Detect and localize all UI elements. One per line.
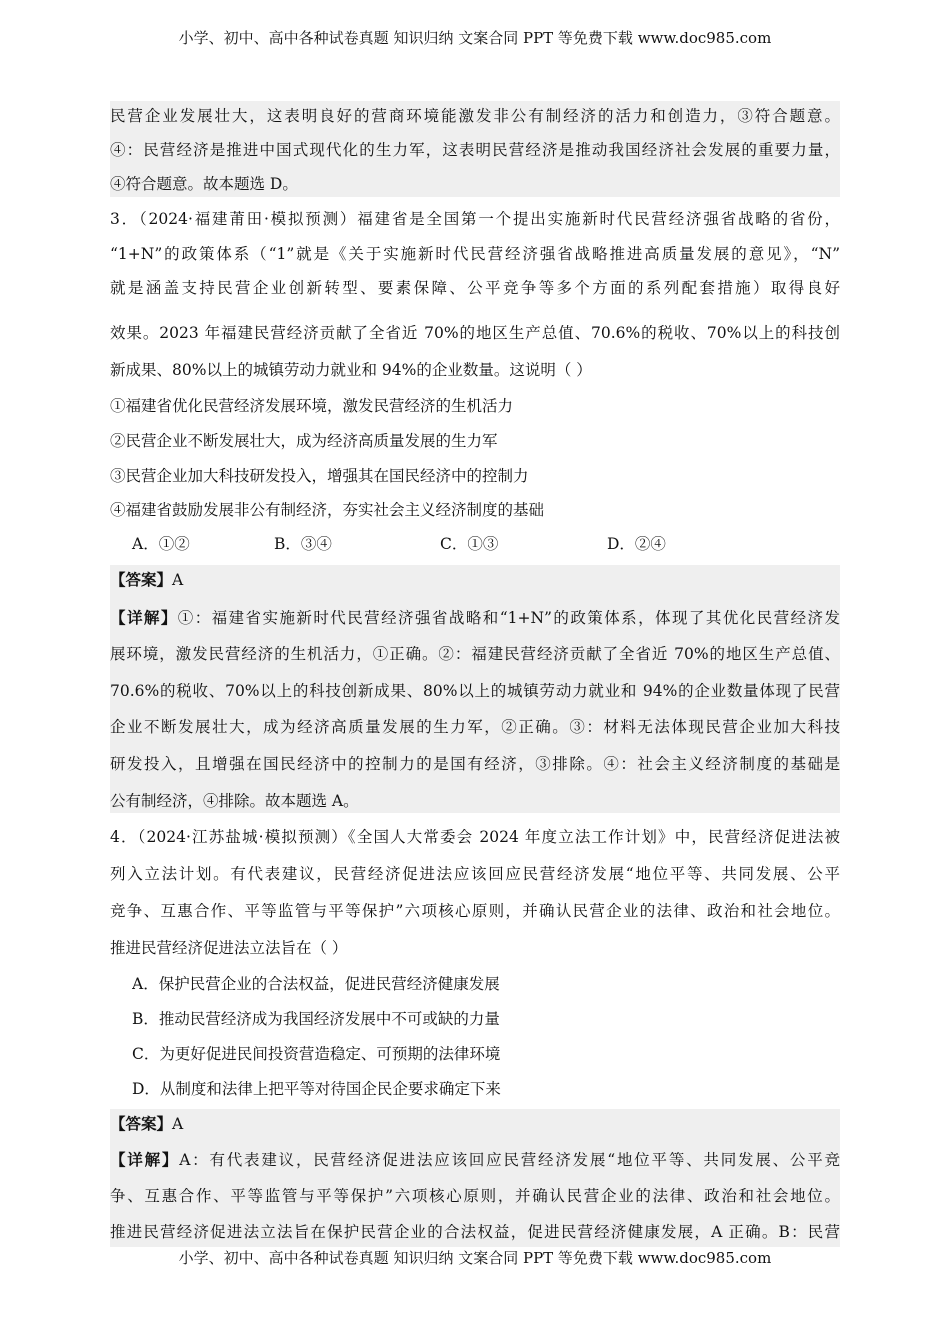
q3-option-c: C．①③ — [440, 535, 499, 553]
q3-detail-line: 展环境，激发民营经济的生机活力，①正确。②：福建民营经济贡献了全省近 70%的地区生产总值、 — [110, 645, 840, 663]
q4-stem-line: 4．（2024·江苏盐城·模拟预测）《全国人大常委会 2024 年度立法工作计划》中，民营经济促进法被 — [110, 828, 840, 846]
carry-detail-line: 民营企业发展壮大，这表明良好的营商环境能激发非公有制经济的活力和创造力，③符合题意。 — [110, 107, 840, 125]
q3-statement: ④福建省鼓励发展非公有制经济，夯实社会主义经济制度的基础 — [110, 501, 545, 519]
q3-statement: ②民营企业不断发展壮大，成为经济高质量发展的生力军 — [110, 432, 498, 450]
q4-option-d: D．从制度和法律上把平等对待国企民企要求确定下来 — [132, 1080, 501, 1098]
q3-stem-line: 就是涵盖支持民营企业创新转型、要素保障、公平竞争等多个方面的系列配套措施）取得良好 — [110, 279, 840, 297]
q4-detail-label: 【详解】 — [110, 1150, 180, 1169]
q3-options — [110, 529, 840, 559]
q4-stem-line: 列入立法计划。有代表建议，民营经济促进法应该回应民营经济发展“地位平等、共同发展、公平 — [110, 865, 840, 883]
q4-option-b: B．推动民营经济成为我国经济发展中不可或缺的力量 — [132, 1010, 500, 1028]
q3-option-d: D．②④ — [607, 535, 666, 553]
q4-answer-value: A — [172, 1115, 184, 1133]
q4-detail-line — [110, 1145, 840, 1175]
q4-detail-line: 推进民营经济促进法立法旨在保护民营企业的合法权益，促进民营经济健康发展，A 正确。B：民营 — [110, 1223, 840, 1241]
q4-answer-label: 【答案】 — [110, 1114, 173, 1133]
page-header: 小学、初中、高中各种试卷真题 知识归纳 文案合同 PPT 等免费下载 www.doc985.com — [178, 29, 772, 47]
q3-stem-line: 3．（2024·福建莆田·模拟预测）福建省是全国第一个提出实施新时代民营经济强省战略的省份， — [110, 210, 840, 228]
q3-answer — [110, 565, 840, 595]
q3-stem-line: 效果。2023 年福建民营经济贡献了全省近 70%的地区生产总值、70.6%的税收、70%以上的科技创 — [110, 324, 840, 342]
q4-stem-line: 推进民营经济促进法立法旨在（ ） — [110, 939, 348, 957]
q3-answer-value: A — [172, 571, 184, 589]
q3-answer-label: 【答案】 — [110, 570, 173, 589]
q4-detail-text: A：有代表建议，民营经济促进法应该回应民营经济发展“地位平等、共同发展、公平竞 — [179, 1151, 840, 1169]
q3-detail-line: 公有制经济，④排除。故本题选 A。 — [110, 792, 359, 810]
carry-detail-line: ④：民营经济是推进中国式现代化的生力军，这表明民营经济是推动我国经济社会发展的重要力量， — [110, 141, 840, 159]
q3-option-a: A．①② — [132, 535, 190, 553]
q3-detail-text: ①：福建省实施新时代民营经济强省战略和“1+N”的政策体系，体现了其优化民营经济发 — [177, 609, 840, 627]
q4-option-a: A．保护民营企业的合法权益，促进民营经济健康发展 — [132, 975, 500, 993]
q4-detail-line: 争、互惠合作、平等监管与平等保护”六项核心原则，并确认民营企业的法律、政治和社会地位。 — [110, 1187, 840, 1205]
q3-detail-line: 研发投入，且增强在国民经济中的控制力的是国有经济，③排除。④：社会主义经济制度的基础是 — [110, 755, 840, 773]
q4-option-c: C．为更好促进民间投资营造稳定、可预期的法律环境 — [132, 1045, 501, 1063]
q3-stem-line: “1+N”的政策体系（“1”就是《关于实施新时代民营经济强省战略推进高质量发展的意见》，“N” — [110, 245, 840, 263]
q3-detail-line: 70.6%的税收、70%以上的科技创新成果、80%以上的城镇劳动力就业和 94%的企业数量体现了民营 — [110, 682, 840, 700]
q3-detail-line: 企业不断发展壮大，成为经济高质量发展的生力军，②正确。③：材料无法体现民营企业加大科技 — [110, 718, 840, 736]
q4-answer — [110, 1109, 840, 1139]
q4-stem-line: 竞争、互惠合作、平等监管与平等保护”六项核心原则，并确认民营企业的法律、政治和社会地位。 — [110, 902, 840, 920]
carry-detail-line: ④符合题意。故本题选 D。 — [110, 175, 298, 193]
q3-option-b: B．③④ — [274, 535, 332, 553]
q3-statement: ③民营企业加大科技研发投入，增强其在国民经济中的控制力 — [110, 467, 529, 485]
q3-statement: ①福建省优化民营经济发展环境，激发民营经济的生机活力 — [110, 397, 514, 415]
q3-detail-line — [110, 603, 840, 633]
page-footer: 小学、初中、高中各种试卷真题 知识归纳 文案合同 PPT 等免费下载 www.doc985.com — [178, 1249, 772, 1267]
q3-detail-label: 【详解】 — [110, 608, 178, 627]
q3-stem-line: 新成果、80%以上的城镇劳动力就业和 94%的企业数量。这说明（ ） — [110, 361, 592, 379]
